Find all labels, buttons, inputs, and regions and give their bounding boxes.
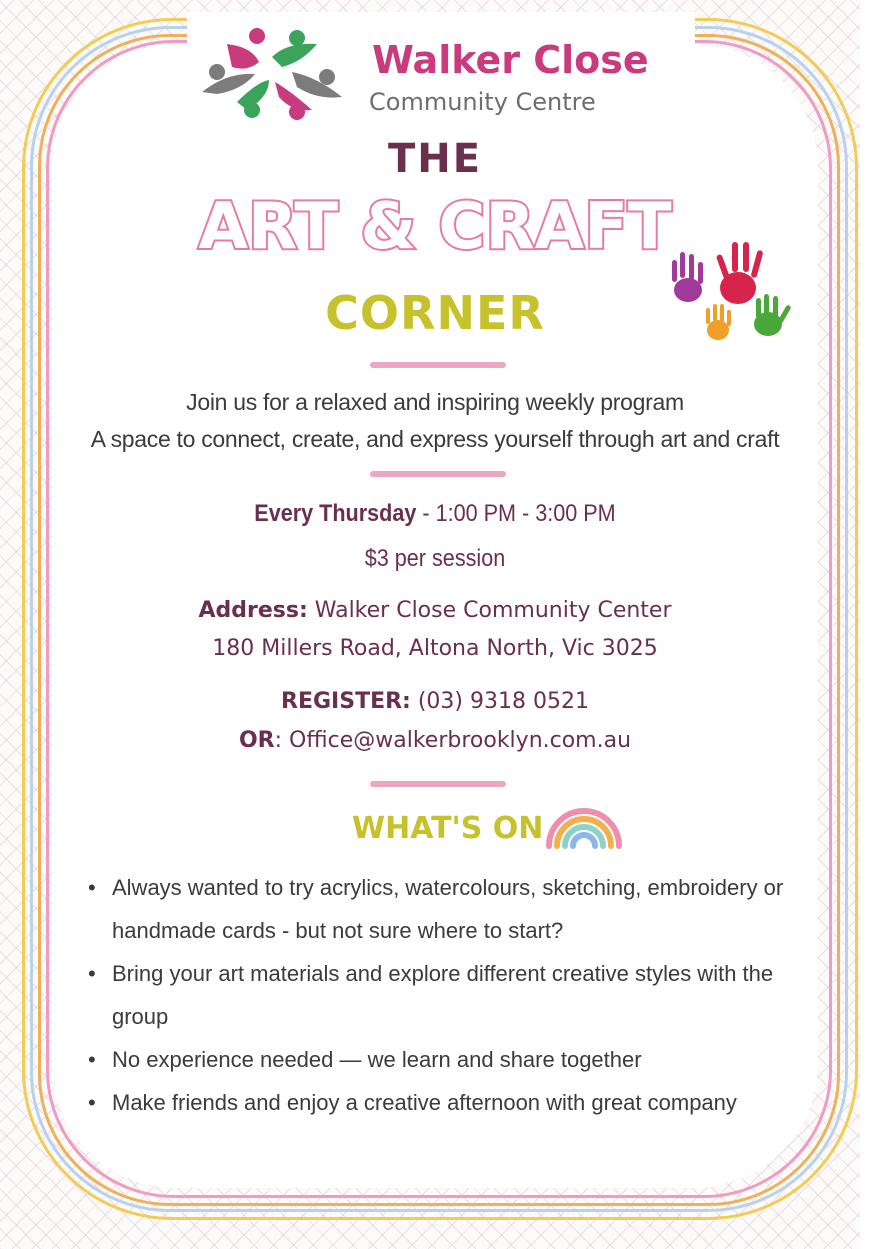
address-line-1 <box>52 598 818 623</box>
divider <box>370 471 506 477</box>
list-item <box>88 1038 818 1081</box>
page-edge <box>860 0 884 1249</box>
register-email: : Office@walkerbrooklyn.com.au <box>274 728 632 753</box>
list-item <box>88 1081 818 1124</box>
title-corner: CORNER <box>325 286 545 340</box>
address-label: Address: <box>198 598 308 623</box>
logo-subtitle: Community Centre <box>369 88 596 116</box>
list-item <box>88 952 818 1038</box>
bullet-icon: • <box>88 1090 96 1115</box>
whats-on-list <box>88 866 818 1124</box>
intro-line-2: A space to connect, create, and express yourself through art and craft <box>90 426 780 452</box>
title-the: THE <box>387 136 483 182</box>
bullet-icon: • <box>88 1047 96 1072</box>
bullet-icon: • <box>88 875 96 900</box>
list-item-text: Bring your art materials and explore different creative styles with the group <box>112 961 774 1029</box>
whats-on-heading: WHAT'S ON <box>352 811 544 846</box>
schedule-line <box>90 500 779 528</box>
rainbow-icon <box>543 800 625 850</box>
title-art-craft: ART & CRAFT <box>198 190 672 264</box>
list-item <box>88 866 818 952</box>
register-phone: (03) 9318 0521 <box>410 689 589 714</box>
community-logo <box>187 12 695 130</box>
divider <box>370 362 506 368</box>
list-item-text: Always wanted to try acrylics, watercolours, sketching, embroidery or handmade cards - but not sure where to start? <box>112 875 784 943</box>
handprints-icon <box>660 238 800 350</box>
divider <box>370 781 506 787</box>
intro-line-1: Join us for a relaxed and inspiring weekly program <box>186 389 684 415</box>
or-label: OR <box>238 728 275 753</box>
list-item-text: No experience needed — we learn and share together <box>112 1047 642 1072</box>
price-line: $3 per session <box>364 545 506 572</box>
list-item-text: Make friends and enjoy a creative afternoon with great company <box>112 1090 737 1115</box>
email-line <box>52 728 818 753</box>
address-line-2: 180 Millers Road, Altona North, Vic 3025 <box>212 636 658 661</box>
schedule-day: Every Thursday <box>254 500 417 527</box>
logo-title: Walker Close <box>372 38 649 82</box>
address-venue: Walker Close Community Center <box>307 598 672 623</box>
register-line <box>52 689 818 714</box>
community-logo-icon <box>197 22 347 122</box>
schedule-time: - 1:00 PM - 3:00 PM <box>416 500 616 527</box>
bullet-icon: • <box>88 961 96 986</box>
register-label: REGISTER: <box>281 689 411 714</box>
